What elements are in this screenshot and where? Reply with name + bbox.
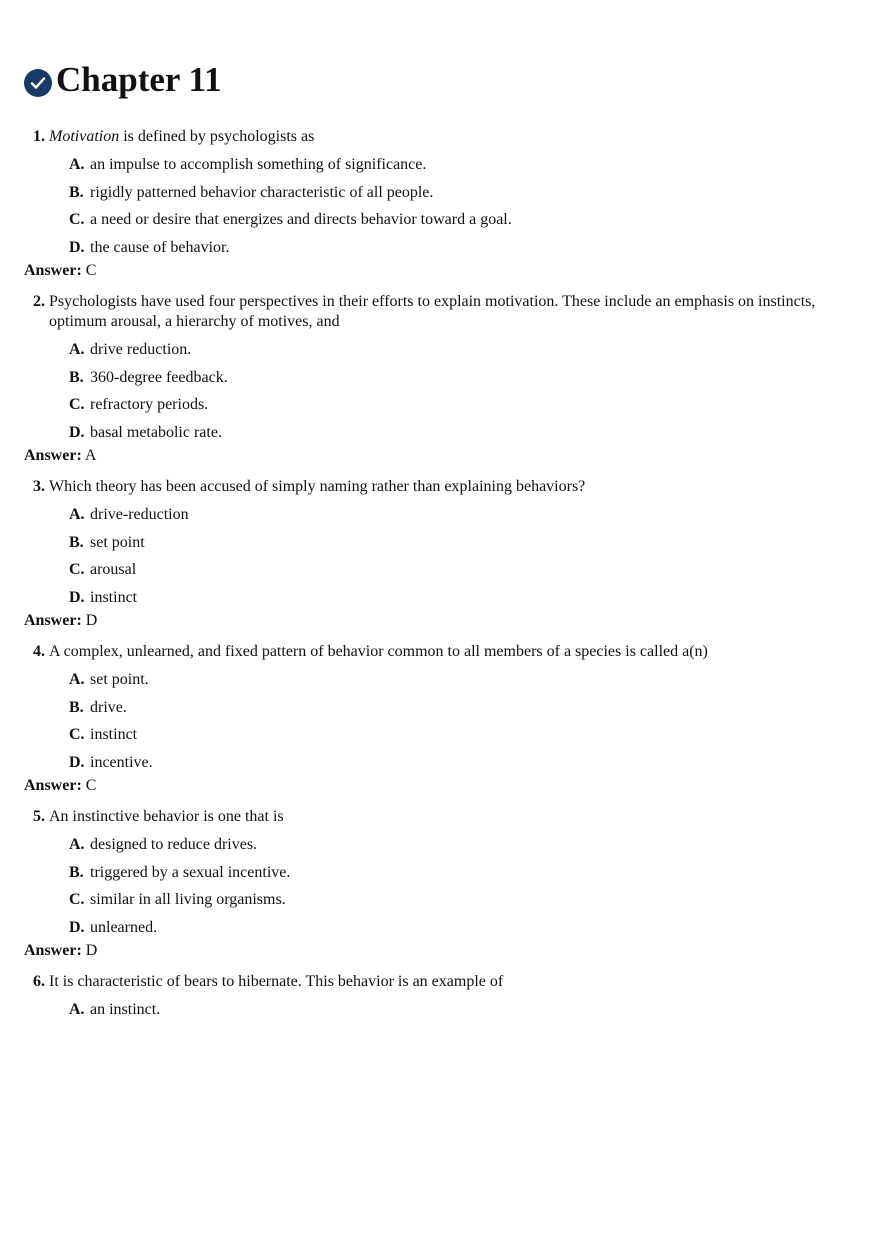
question-number: 6. (33, 973, 45, 990)
option-letter: C. (69, 396, 85, 413)
option (69, 859, 880, 887)
option-letter: B. (69, 698, 84, 716)
option (69, 336, 880, 364)
answer-value: C (85, 777, 97, 794)
option (69, 556, 880, 584)
option (69, 419, 880, 447)
question-term: Motivation (49, 128, 120, 145)
option (69, 831, 880, 859)
question-text (45, 807, 829, 827)
question-number: 2. (33, 293, 45, 310)
options-list (24, 831, 880, 941)
option-letter: C. (69, 211, 85, 228)
question-body: is defined by psychologists as (119, 128, 315, 145)
option-letter: A. (69, 156, 85, 173)
option-text: instinct (90, 726, 138, 743)
option-text: designed to reduce drives. (90, 836, 258, 853)
option-letter: B. (69, 368, 84, 386)
question (24, 477, 880, 611)
option-letter: D. (69, 753, 85, 771)
answer-value: D (85, 612, 98, 629)
option-letter: D. (69, 918, 85, 936)
answer-value: C (85, 262, 97, 279)
question-list (24, 127, 880, 1024)
question-body: Psychologists have used four perspectives in their efforts to explain motivation. These include an emphasis on instincts, optimum arousal, a hierarchy of motives, and (49, 293, 816, 330)
option-letter: D. (69, 238, 85, 256)
option-letter: B. (69, 533, 84, 551)
option (69, 996, 880, 1024)
option-text: drive. (90, 698, 127, 716)
option-text: refractory periods. (90, 396, 209, 413)
question (24, 642, 880, 776)
option-letter: A. (69, 341, 85, 358)
question-body: Which theory has been accused of simply naming rather than explaining behaviors? (49, 478, 586, 495)
option (69, 886, 880, 914)
option-text: an impulse to accomplish something of significance. (90, 156, 427, 173)
option (69, 584, 880, 612)
option-text: unlearned. (90, 918, 158, 936)
question-text (45, 642, 829, 662)
options-list (24, 666, 880, 776)
option (69, 179, 880, 207)
question-number: 5. (33, 808, 45, 825)
question (24, 292, 880, 446)
answer-label: Answer: (24, 777, 82, 794)
question-number: 3. (33, 478, 45, 495)
option-letter: B. (69, 863, 84, 881)
answer-value: D (85, 942, 98, 959)
answer (24, 776, 880, 796)
question-number: 1. (33, 128, 45, 145)
option-text: incentive. (90, 753, 153, 771)
option-text: basal metabolic rate. (90, 423, 222, 441)
option-text: set point (90, 533, 145, 551)
question-text (45, 127, 829, 147)
answer-label: Answer: (24, 447, 82, 464)
chapter-title-text: Chapter 11 (56, 60, 222, 99)
question-number: 4. (33, 643, 45, 660)
option (69, 234, 880, 262)
option (69, 529, 880, 557)
options-list (24, 996, 880, 1024)
option-text: rigidly patterned behavior characteristic of all people. (90, 183, 434, 201)
answer (24, 261, 880, 281)
question-body: An instinctive behavior is one that is (49, 808, 284, 825)
option (69, 364, 880, 392)
answer-value: A (84, 447, 97, 464)
question (24, 972, 880, 1024)
option-text: arousal (90, 561, 137, 578)
question-text (45, 477, 829, 497)
option-text: drive reduction. (90, 341, 192, 358)
options-list (24, 151, 880, 261)
question (24, 127, 880, 261)
option-letter: A. (69, 506, 85, 523)
option (69, 666, 880, 694)
question-body: A complex, unlearned, and fixed pattern of behavior common to all members of a species is called a(n) (49, 643, 708, 660)
answer (24, 446, 880, 466)
checkmark-icon (24, 69, 52, 97)
answer-label: Answer: (24, 262, 82, 279)
option-text: drive-reduction (90, 506, 189, 523)
answer (24, 611, 880, 631)
option-text: a need or desire that energizes and directs behavior toward a goal. (90, 211, 512, 228)
option (69, 151, 880, 179)
options-list (24, 501, 880, 611)
option (69, 721, 880, 749)
question (24, 807, 880, 941)
option-text: similar in all living organisms. (90, 891, 286, 908)
option-text: instinct (90, 588, 138, 606)
option-letter: A. (69, 836, 85, 853)
option (69, 501, 880, 529)
option (69, 749, 880, 777)
option-letter: D. (69, 588, 85, 606)
answer-label: Answer: (24, 942, 82, 959)
option-letter: C. (69, 726, 85, 743)
option (69, 914, 880, 942)
answer (24, 941, 880, 961)
option-letter: C. (69, 891, 85, 908)
option-letter: D. (69, 423, 85, 441)
option-letter: A. (69, 671, 85, 688)
question-text (45, 972, 829, 992)
chapter-title (24, 58, 880, 102)
option-letter: A. (69, 1001, 85, 1018)
option (69, 391, 880, 419)
options-list (24, 336, 880, 446)
option-text: set point. (90, 671, 149, 688)
option-text: triggered by a sexual incentive. (90, 863, 291, 881)
answer-label: Answer: (24, 612, 82, 629)
option (69, 206, 880, 234)
question-text (45, 292, 829, 332)
option-text: 360-degree feedback. (90, 368, 228, 386)
option-letter: C. (69, 561, 85, 578)
option (69, 694, 880, 722)
option-text: an instinct. (90, 1001, 161, 1018)
option-letter: B. (69, 183, 84, 201)
option-text: the cause of behavior. (90, 238, 230, 256)
question-body: It is characteristic of bears to hibernate. This behavior is an example of (49, 973, 504, 990)
